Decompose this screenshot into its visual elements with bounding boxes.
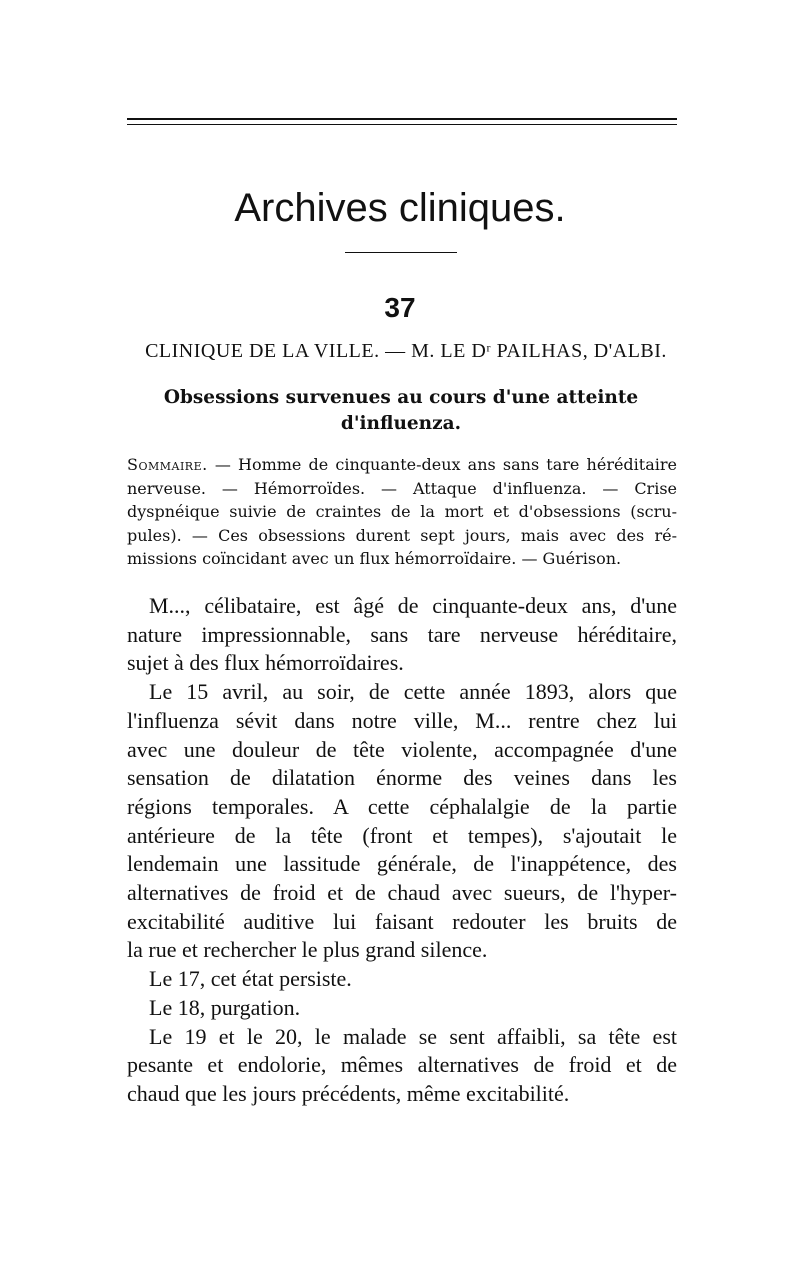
body-text bbox=[127, 592, 677, 1109]
summary-label: Sommaire. bbox=[127, 455, 208, 474]
body-line: chaud que les jours précédents, même excitabilité. bbox=[127, 1080, 570, 1106]
clinic-line: CLINIQUE DE LA VILLE. — M. LE Dʳ PAILHAS, D'ALBI. bbox=[145, 340, 667, 362]
body-line: sensation de dilatation énorme des veines dans les bbox=[127, 765, 677, 791]
body-line: Le 18, purgation. bbox=[149, 994, 301, 1020]
body-line: lendemain une lassitude générale, de l'inappétence, des bbox=[127, 851, 677, 877]
body-line: excitabilité auditive lui faisant redouter les bruits de bbox=[127, 908, 677, 934]
body-line: Le 17, cet état persiste. bbox=[149, 966, 352, 992]
body-line: Le 19 et le 20, le malade se sent affaibli, sa tête est bbox=[149, 1023, 677, 1049]
summary-line: nerveuse. — Hémorroïdes. — Attaque d'influenza. — Crise bbox=[127, 478, 677, 498]
body-line: la rue et rechercher le plus grand silence. bbox=[127, 937, 488, 963]
section-title: Archives cliniques. bbox=[234, 186, 566, 230]
body-line: Le 15 avril, au soir, de cette année 1893, alors que bbox=[149, 679, 677, 705]
body-line: l'influenza sévit dans notre ville, M... rentre chez lui bbox=[127, 707, 677, 733]
article-title-line: Obsessions survenues au cours d'une atteinte bbox=[163, 387, 639, 408]
summary-line: pules). — Ces obsessions durent sept jours, mais avec des ré- bbox=[127, 525, 677, 545]
body-line: M..., célibataire, est âgé de cinquante-deux ans, d'une bbox=[149, 593, 677, 618]
summary-line: dyspnéique suivie de craintes de la mort et d'obsessions (scru- bbox=[127, 502, 677, 521]
header-rule-thick bbox=[127, 118, 677, 120]
body-line: antérieure de la tête (front et tempes), s'ajoutait le bbox=[127, 822, 677, 848]
body-line: sujet à des flux hémorroïdaires. bbox=[127, 650, 404, 676]
body-line: pesante et endolorie, mêmes alternatives de froid et de bbox=[127, 1052, 677, 1078]
summary-line: missions coïncidant avec un flux hémorroïdaire. — Guérison. bbox=[127, 549, 622, 568]
article-number: 37 bbox=[384, 292, 416, 323]
header-rule-thin bbox=[127, 124, 677, 125]
body-line: alternatives de froid et de chaud avec sueurs, de l'hyper- bbox=[127, 880, 677, 906]
body-line: nature impressionnable, sans tare nerveuse héréditaire, bbox=[127, 621, 677, 647]
summary-block bbox=[127, 453, 677, 571]
body-line: régions temporales. A cette céphalalgie de la partie bbox=[127, 793, 677, 819]
article-title-line: d'influenza. bbox=[340, 413, 462, 434]
article-title bbox=[126, 385, 676, 437]
title-underline-rule bbox=[345, 252, 457, 253]
body-line: avec une douleur de tête violente, accompagnée d'une bbox=[127, 736, 677, 762]
summary-line: Sommaire. — Homme de cinquante-deux ans sans tare héréditaire bbox=[127, 455, 677, 474]
